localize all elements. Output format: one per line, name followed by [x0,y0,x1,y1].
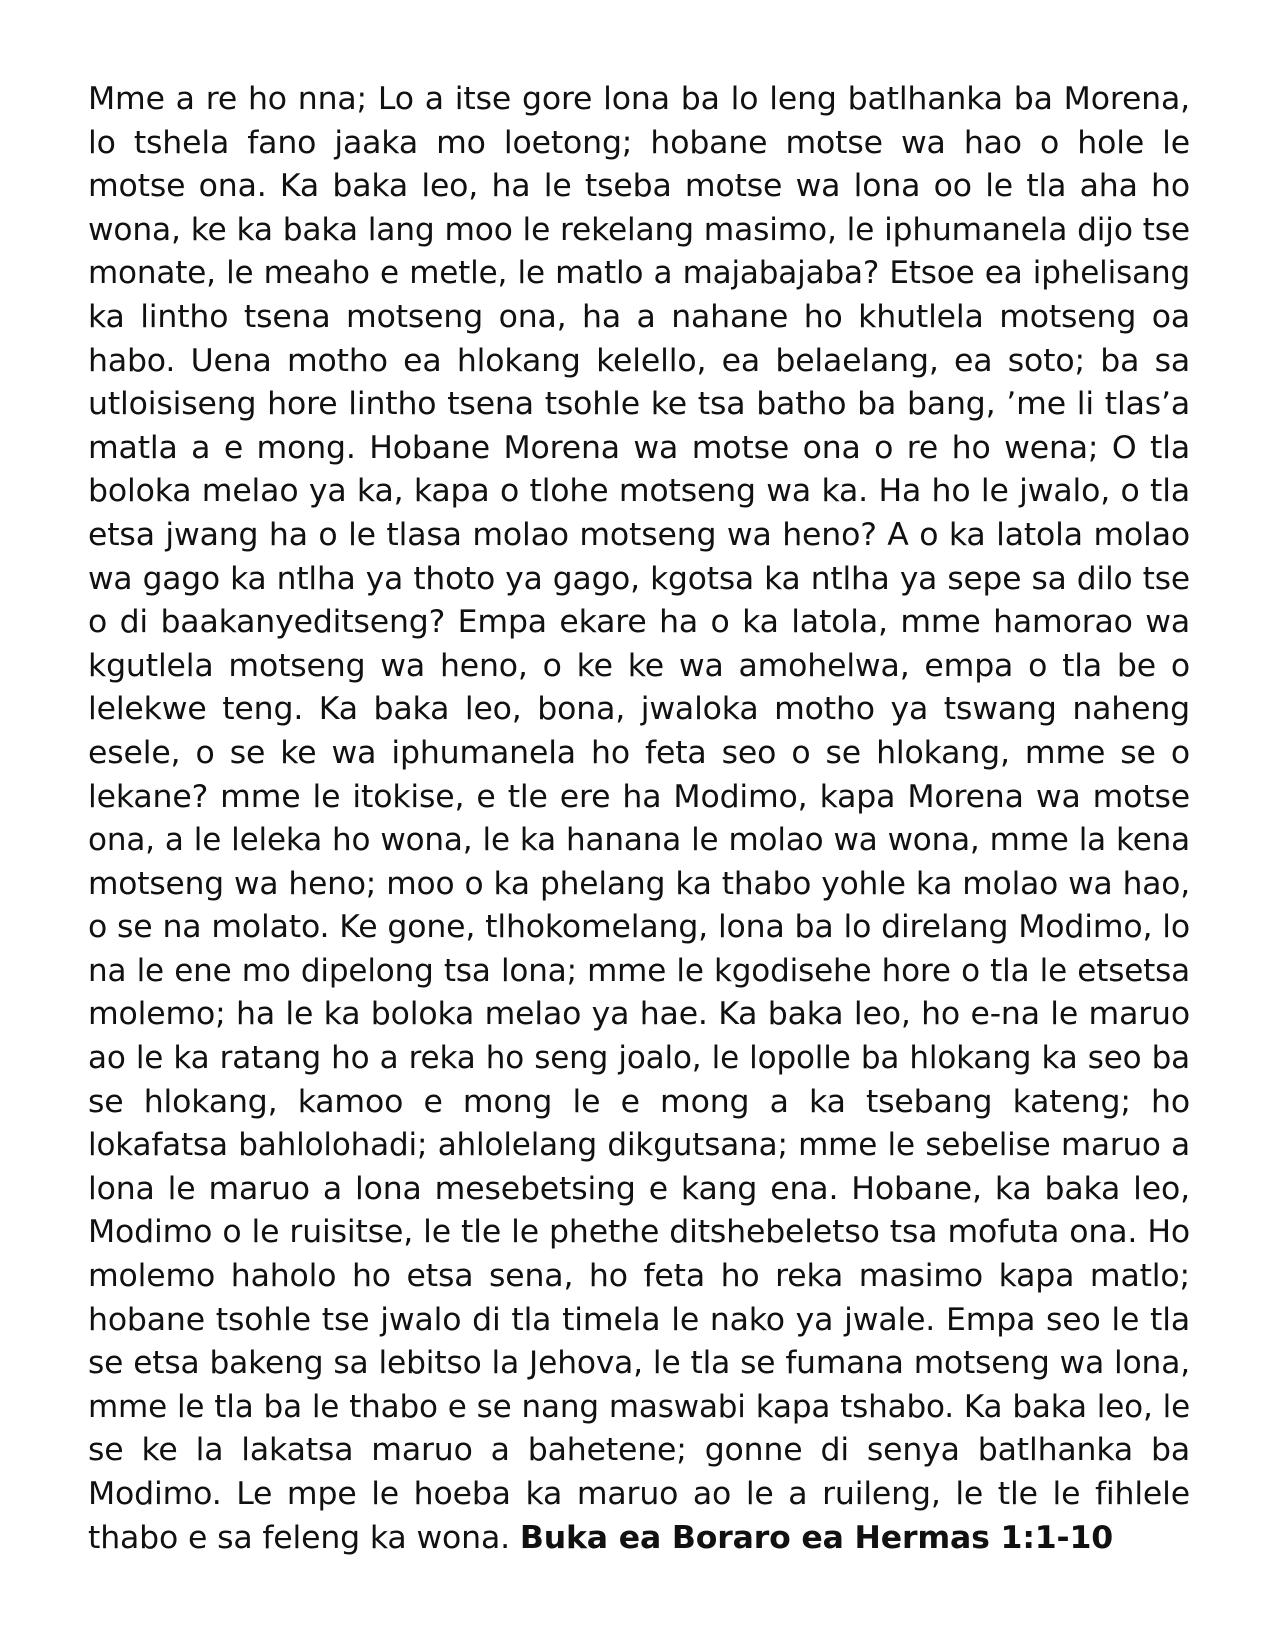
text-line: monate, le meaho e metle, le matlo a majabajaba? Etsoe ea iphelisang [88,255,1190,292]
text-line: wona, ke ka baka lang moo le rekelang masimo, le iphumanela dijo tse [88,211,1190,248]
text-line: na le ene mo dipelong tsa lona; mme le kgodisehe hore o tla le etsetsa [88,952,1190,989]
text-line: lelekwe teng. Ka baka leo, bona, jwaloka motho ya tswang naheng [88,691,1190,728]
text-line: kgutlela motseng wa heno, o ke ke wa amohelwa, empa o tla be o [88,647,1190,684]
text-line: ka lintho tsena motseng ona, ha a nahane ho khutlela motseng oa [88,298,1190,335]
text-line: etsa jwang ha o le tlasa molao motseng wa heno? A o ka latola molao [88,516,1190,553]
text-line: hobane tsohle tse jwalo di tla timela le nako ya jwale. Empa seo le tla [88,1301,1190,1338]
text-line: lona le maruo a lona mesebetsing e kang ena. Hobane, ka baka leo, [88,1170,1190,1207]
text-line: Mme a re ho nna; Lo a itse gore lona ba lo leng batlhanka ba Morena, [88,81,1190,117]
text-line: utloisiseng hore lintho tsena tsohle ke tsa batho ba bang, ’me li tlas’a [88,386,1190,423]
text-line: motse ona. Ka baka leo, ha le tseba motse wa lona oo le tla aha ho [88,168,1190,205]
text-line: wa gago ka ntlha ya thoto ya gago, kgotsa ka ntlha ya sepe sa dilo tse [88,560,1190,597]
text-line: molemo haholo ho etsa sena, ho feta ho reka masimo kapa matlo; [88,1258,1190,1295]
text-line: motseng wa heno; moo o ka phelang ka thabo yohle ka molao wa hao, [88,865,1190,902]
text-line: ao le ka ratang ho a reka ho seng joalo, le lopolle ba hlokang ka seo ba [88,1040,1190,1077]
text-line: ona, a le leleka ho wona, le ka hanana le molao wa wona, mme la kena [88,822,1190,859]
text-line: se hlokang, kamoo e mong le e mong a ka tsebang kateng; ho [88,1083,1190,1120]
text-line: se etsa bakeng sa lebitso la Jehova, le tla se fumana motseng wa lona, [88,1345,1190,1382]
final-line-text: thabo e sa feleng ka wona. [88,1519,520,1556]
text-line: o di baakanyeditseng? Empa ekare ha o ka latola, mme hamorao wa [88,604,1190,641]
text-line: o se na molato. Ke gone, tlhokomelang, lona ba lo direlang Modimo, lo [88,909,1190,946]
text-line: se ke la lakatsa maruo a bahetene; gonne di senya batlhanka ba [88,1432,1190,1469]
document-page [88,78,1190,1560]
text-line: esele, o se ke wa iphumanela ho feta seo o se hlokang, mme se o [88,734,1190,771]
text-line: lokafatsa bahlolohadi; ahlolelang dikgutsana; mme le sebelise maruo a [88,1127,1190,1164]
text-line: lekane? mme le itokise, e tle ere ha Modimo, kapa Morena wa motse [88,778,1190,815]
text-line: mme le tla ba le thabo e se nang maswabi kapa tshabo. Ka baka leo, le [88,1388,1190,1425]
citation: Buka ea Boraro ea Hermas 1:1-10 [519,1519,1113,1556]
text-line: habo. Uena motho ea hlokang kelello, ea belaelang, ea soto; ba sa [88,342,1190,379]
text-line: Modimo. Le mpe le hoeba ka maruo ao le a ruileng, le tle le fihlele [88,1476,1190,1512]
final-text-line [88,1517,1190,1561]
text-line: lo tshela fano jaaka mo loetong; hobane motse wa hao o hole le [88,124,1190,161]
text-line: boloka melao ya ka, kapa o tlohe motseng wa ka. Ha ho le jwalo, o tla [88,473,1190,510]
text-line: molemo; ha le ka boloka melao ya hae. Ka baka leo, ho e-na le maruo [88,996,1190,1033]
text-line: matla a e mong. Hobane Morena wa motse ona o re ho wena; O tla [88,429,1190,466]
text-line: Modimo o le ruisitse, le tle le phethe ditshebeletso tsa mofuta ona. Ho [88,1214,1190,1251]
